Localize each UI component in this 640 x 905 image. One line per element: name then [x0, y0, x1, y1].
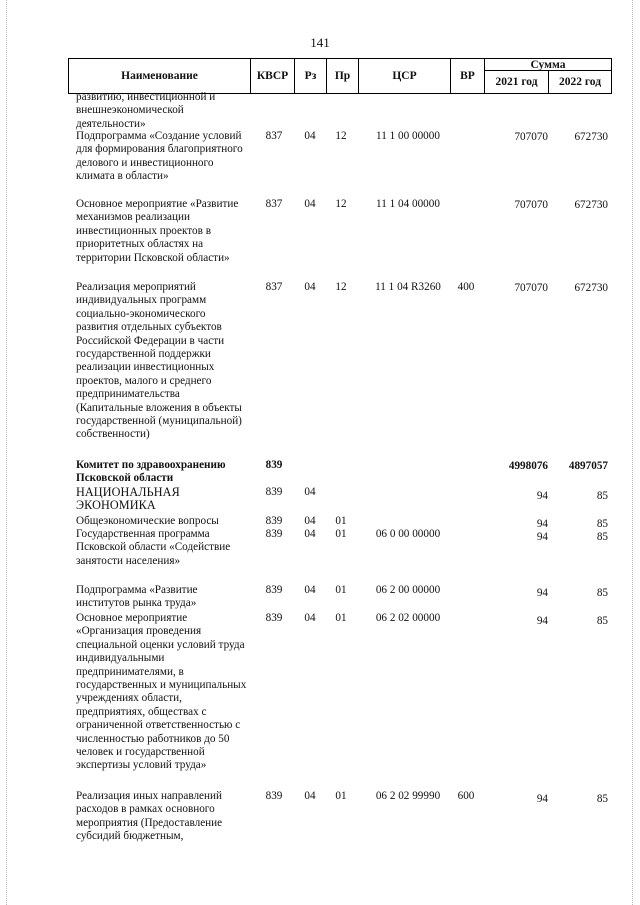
row-pr: 01	[335, 528, 347, 540]
row-rz: 04	[304, 528, 316, 540]
row-rz: 04	[304, 515, 316, 527]
row-csr: 06 0 00 00000	[375, 528, 441, 540]
row-name: Реализация иных направлений расходов в рамках основного мероприятия (Предоставление субсидий бюджетным,	[76, 790, 223, 843]
row-name: Реализация мероприятий индивидуальных программ социально-экономического развития отдельных субъектов Российской Федерации в части государственной поддержки реализации инвестиционных проектов, малого и среднего предпринимательства (Капитальные вложения в объекты государственной (муниципальной) собственности)	[76, 281, 242, 441]
row-name: развитию, инвестиционной и внешнеэкономической деятельности»	[76, 91, 216, 130]
table-header	[68, 58, 612, 94]
row-sum-2021: 707070	[514, 282, 548, 294]
row-kvsr: 839	[265, 459, 283, 471]
row-csr: 06 2 00 00000	[375, 584, 441, 596]
row-sum-2021: 94	[536, 531, 548, 543]
row-rz: 04	[304, 130, 316, 142]
row-sum-2022: 85	[596, 793, 608, 805]
row-sum-2022: 672730	[574, 131, 608, 143]
row-kvsr: 837	[265, 198, 283, 210]
header-year-2022: 2022 год	[548, 71, 612, 93]
row-kvsr: 839	[265, 486, 283, 498]
header-name: Наименование	[68, 59, 250, 93]
row-pr: 01	[335, 612, 347, 624]
row-sum-2021: 94	[536, 518, 548, 530]
row-csr: 06 2 02 00000	[375, 612, 441, 624]
row-pr: 01	[335, 584, 347, 596]
header-year-2021: 2021 год	[484, 71, 548, 93]
row-sum-2021: 707070	[514, 131, 548, 143]
header-vr: ВР	[450, 59, 484, 93]
row-csr: 11 1 04 R3260	[375, 281, 441, 293]
row-sum-2022: 4897057	[568, 460, 608, 472]
row-csr: 11 1 00 00000	[376, 130, 440, 142]
page-number: 141	[310, 35, 330, 50]
row-pr: 12	[335, 130, 347, 142]
row-pr: 12	[335, 281, 347, 293]
row-name: Подпрограмма «Создание условий для формирования благоприятного делового и инвестиционного климата в области»	[76, 130, 243, 183]
row-rz: 04	[304, 584, 316, 596]
row-kvsr: 839	[265, 584, 283, 596]
row-kvsr: 839	[265, 528, 283, 540]
row-kvsr: 837	[265, 281, 283, 293]
row-pr: 01	[335, 790, 347, 802]
header-kvsr: КВСР	[250, 59, 294, 93]
row-sum-2021: 94	[536, 490, 548, 502]
header-csr: ЦСР	[358, 59, 450, 93]
row-pr: 01	[335, 515, 347, 527]
row-sum-2021: 4998076	[508, 460, 548, 472]
row-sum-2022: 672730	[574, 282, 608, 294]
row-sum-2022: 85	[596, 531, 608, 543]
row-sum-2021: 94	[536, 793, 548, 805]
header-rz: Рз	[294, 59, 326, 93]
row-kvsr: 837	[265, 130, 283, 142]
row-vr: 600	[457, 790, 475, 802]
row-name: Комитет по здравоохранению Псковской области	[76, 459, 226, 485]
row-kvsr: 839	[265, 515, 283, 527]
row-sum-2021: 707070	[514, 199, 548, 211]
row-sum-2022: 672730	[574, 199, 608, 211]
row-kvsr: 839	[265, 612, 283, 624]
row-name: Подпрограмма «Развитие институтов рынка труда»	[76, 584, 198, 610]
row-rz: 04	[304, 790, 316, 802]
row-name: Основное мероприятие «Организация проведения специальной оценки условий труда индивидуальными предпринимателями, в государственных и муниципальных учреждениях области, предприятиях, обществах с ограниченной ответственностью с численностью работников до 50 человек и государственной экспертизы условий труда»	[76, 612, 247, 772]
row-rz: 04	[304, 612, 316, 624]
row-csr: 06 2 02 99990	[375, 790, 441, 802]
header-pr: Пр	[326, 59, 358, 93]
row-sum-2022: 85	[596, 490, 608, 502]
row-rz: 04	[304, 486, 316, 498]
row-name: НАЦИОНАЛЬНАЯ ЭКОНОМИКА	[76, 485, 180, 513]
row-name: Общеэкономические вопросы	[76, 515, 219, 527]
row-rz: 04	[304, 281, 316, 293]
row-rz: 04	[304, 198, 316, 210]
scan-edge-right	[632, 0, 633, 905]
row-sum-2022: 85	[596, 587, 608, 599]
row-sum-2022: 85	[596, 615, 608, 627]
row-name: Основное мероприятие «Развитие механизмов реализации инвестиционных проектов в приоритетных областях на территории Псковской области»	[76, 198, 239, 264]
row-sum-2022: 85	[596, 518, 608, 530]
row-csr: 11 1 04 00000	[376, 198, 440, 210]
row-sum-2021: 94	[536, 587, 548, 599]
row-vr: 400	[457, 281, 475, 293]
row-name: Государственная программа Псковской области «Содействие занятости населения»	[76, 528, 231, 567]
header-sum: Сумма	[484, 59, 612, 71]
row-kvsr: 839	[265, 790, 283, 802]
row-sum-2021: 94	[536, 615, 548, 627]
scan-edge-left	[6, 0, 7, 905]
row-pr: 12	[335, 198, 347, 210]
